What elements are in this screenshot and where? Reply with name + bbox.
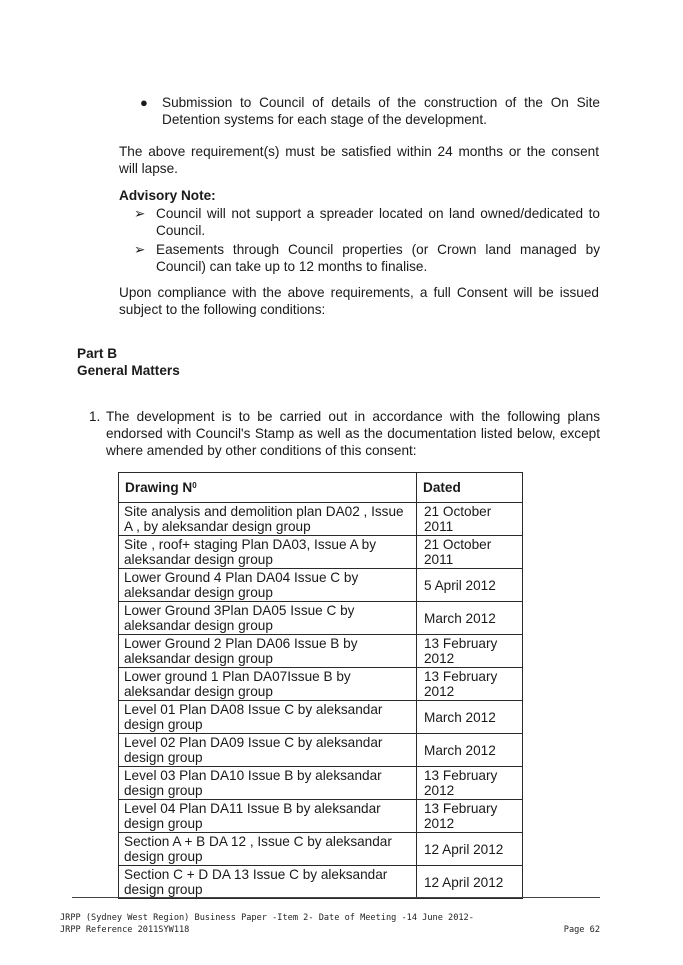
drawing-cell: Section A + B DA 12 , Issue C by aleksandar design group bbox=[119, 833, 417, 866]
condition-number: 1. bbox=[89, 409, 101, 424]
table-row bbox=[119, 668, 523, 701]
bullet-dot-icon: ● bbox=[140, 95, 148, 110]
column-header-dated: Dated bbox=[417, 473, 523, 503]
page-footer bbox=[60, 912, 600, 936]
footer-business-paper-line: JRPP (Sydney West Region) Business Paper -Item 2- Date of Meeting -14 June 2012- bbox=[60, 913, 474, 923]
condition-text: The development is to be carried out in accordance with the following plans endorsed with Council's Stamp as well as the documentation listed below, except where amended by other conditions of this consent: bbox=[106, 409, 600, 458]
drawing-cell: Level 03 Plan DA10 Issue B by aleksandar design group bbox=[119, 767, 417, 800]
arrow-bullet-icon: ➢ bbox=[134, 206, 146, 221]
drawing-header-label: Drawing N bbox=[125, 480, 193, 495]
dated-cell: 13 February 2012 bbox=[417, 635, 523, 668]
drawing-cell: Site , roof+ staging Plan DA03, Issue A by aleksandar design group bbox=[119, 536, 417, 569]
table-row bbox=[119, 734, 523, 767]
compliance-paragraph: Upon compliance with the above requirements, a full Consent will be issued subject to the following conditions: bbox=[119, 285, 599, 317]
condition-item bbox=[89, 408, 600, 459]
advisory-item-text: Council will not support a spreader located on land owned/dedicated to Council. bbox=[156, 206, 600, 238]
drawing-header-superscript: 0 bbox=[192, 481, 197, 490]
page-number: Page 62 bbox=[563, 925, 600, 935]
advisory-list bbox=[134, 205, 600, 277]
table-header-row bbox=[119, 473, 523, 503]
dated-cell: 12 April 2012 bbox=[417, 833, 523, 866]
part-b-title: Part B bbox=[77, 346, 118, 361]
dated-cell: 13 February 2012 bbox=[417, 800, 523, 833]
table-row bbox=[119, 569, 523, 602]
drawing-cell: Lower Ground 3Plan DA05 Issue C by aleksandar design group bbox=[119, 602, 417, 635]
drawing-cell: Lower Ground 2 Plan DA06 Issue B by aleksandar design group bbox=[119, 635, 417, 668]
drawing-cell: Section C + D DA 13 Issue C by aleksandar design group bbox=[119, 866, 417, 899]
column-header-drawing bbox=[119, 473, 417, 503]
drawing-cell: Level 04 Plan DA11 Issue B by aleksandar design group bbox=[119, 800, 417, 833]
dated-cell: March 2012 bbox=[417, 602, 523, 635]
drawing-cell: Level 01 Plan DA08 Issue C by aleksandar design group bbox=[119, 701, 417, 734]
bullet-item bbox=[140, 94, 600, 128]
dated-cell: 13 February 2012 bbox=[417, 767, 523, 800]
advisory-item bbox=[134, 205, 600, 239]
table-row bbox=[119, 767, 523, 800]
dated-cell: March 2012 bbox=[417, 701, 523, 734]
table-row bbox=[119, 503, 523, 536]
dated-cell: 12 April 2012 bbox=[417, 866, 523, 899]
dated-cell: 5 April 2012 bbox=[417, 569, 523, 602]
advisory-item-text: Easements through Council properties (or Crown land managed by Council) can take up to 12 months to finalise. bbox=[156, 242, 600, 274]
advisory-note-title: Advisory Note: bbox=[119, 188, 216, 203]
drawing-cell: Lower Ground 4 Plan DA04 Issue C by aleksandar design group bbox=[119, 569, 417, 602]
advisory-item bbox=[134, 241, 600, 275]
arrow-bullet-icon: ➢ bbox=[134, 242, 146, 257]
dated-cell: March 2012 bbox=[417, 734, 523, 767]
dated-cell: 13 February 2012 bbox=[417, 668, 523, 701]
lapse-paragraph: The above requirement(s) must be satisfied within 24 months or the consent will lapse. bbox=[119, 144, 599, 176]
table-row bbox=[119, 536, 523, 569]
footer-divider bbox=[72, 897, 600, 898]
table-row bbox=[119, 866, 523, 899]
drawing-cell: Lower ground 1 Plan DA07Issue B by aleksandar design group bbox=[119, 668, 417, 701]
table-row bbox=[119, 635, 523, 668]
footer-reference-line: JRPP Reference 2011SYW118 bbox=[60, 925, 190, 935]
plans-table bbox=[118, 472, 523, 899]
dated-cell: 21 October 2011 bbox=[417, 536, 523, 569]
table-row bbox=[119, 602, 523, 635]
table-row bbox=[119, 833, 523, 866]
part-b-heading bbox=[77, 345, 180, 379]
bullet-item-text: Submission to Council of details of the construction of the On Site Detention systems for each stage of the development. bbox=[162, 95, 600, 127]
drawing-cell: Site analysis and demolition plan DA02 , Issue A , by aleksandar design group bbox=[119, 503, 417, 536]
dated-cell: 21 October 2011 bbox=[417, 503, 523, 536]
table-row bbox=[119, 701, 523, 734]
drawing-cell: Level 02 Plan DA09 Issue C by aleksandar design group bbox=[119, 734, 417, 767]
table-row bbox=[119, 800, 523, 833]
part-b-subtitle: General Matters bbox=[77, 363, 180, 378]
